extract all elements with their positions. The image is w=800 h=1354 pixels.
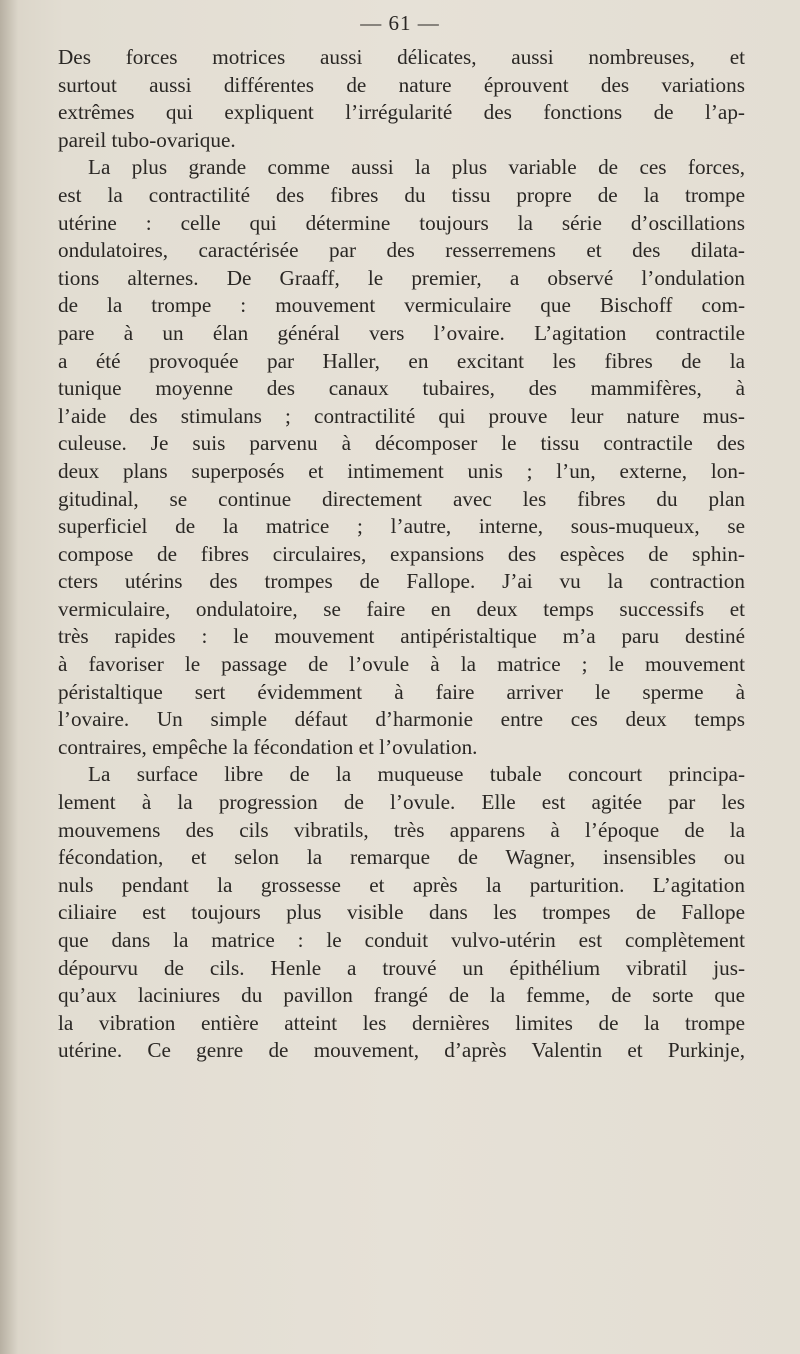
page-edge-shadow <box>0 0 18 1354</box>
text-line: pareil tubo-ovarique. <box>58 127 236 152</box>
text-line: qu’aux laciniures du pavillon frangé de la femme, de sorte que <box>58 983 745 1008</box>
text-line: péristaltique sert évidemment à faire arriver le sperme à <box>58 679 745 704</box>
text-line: pare à un élan général vers l’ovaire. L’agitation contractile <box>58 320 745 345</box>
text-line: compose de fibres circulaires, expansions des espèces de sphin- <box>58 541 745 566</box>
text-line: fécondation, et selon la remarque de Wagner, insensibles ou <box>58 845 745 870</box>
text-line: que dans la matrice : le conduit vulvo-utérin est complètement <box>58 928 745 952</box>
text-line: à favoriser le passage de l’ovule à la matrice ; le mouvement <box>58 652 745 677</box>
text-line: nuls pendant la grossesse et après la parturition. L’agitation <box>58 872 745 897</box>
text-line: cters utérins des trompes de Fallope. J’ai vu la contraction <box>58 569 745 594</box>
text-line: l’aide des stimulans ; contractilité qui prouve leur nature mus- <box>58 403 745 428</box>
text-line: contraires, empêche la fécondation et l’ovulation. <box>58 734 478 759</box>
text-line: de la trompe : mouvement vermiculaire que Bischoff com- <box>58 293 745 318</box>
body-text <box>58 44 745 1065</box>
text-line: lement à la progression de l’ovule. Elle est agitée par les <box>58 790 745 815</box>
text-line: ondulatoires, caractérisée par des resserremens et des dilata- <box>58 238 745 263</box>
text-line: utérine. Ce genre de mouvement, d’après Valentin et Purkinje, <box>58 1038 745 1063</box>
text-line: gitudinal, se continue directement avec les fibres du plan <box>58 486 745 511</box>
text-line: a été provoquée par Haller, en excitant les fibres de la <box>58 348 745 373</box>
text-line: vermiculaire, ondulatoire, se faire en deux temps successifs et <box>58 596 745 621</box>
text-line: La plus grande comme aussi la plus variable de ces forces, <box>88 155 745 180</box>
text-line: mouvemens des cils vibratils, très apparens à l’époque de la <box>58 817 745 842</box>
text-line: La surface libre de la muqueuse tubale concourt principa- <box>88 762 745 787</box>
text-line: tions alternes. De Graaff, le premier, a observé l’ondulation <box>58 265 745 290</box>
text-line: très rapides : le mouvement antipéristaltique m’a paru destiné <box>58 624 745 649</box>
text-line: utérine : celle qui détermine toujours la série d’oscillations <box>58 210 745 235</box>
text-line: extrêmes qui expliquent l’irrégularité des fonctions de l’ap- <box>58 100 745 125</box>
page-number: — 61 — <box>360 11 440 35</box>
text-line: tunique moyenne des canaux tubaires, des mammifères, à <box>58 376 745 401</box>
text-line: Des forces motrices aussi délicates, aussi nombreuses, et <box>58 45 745 69</box>
text-line: surtout aussi différentes de nature éprouvent des variations <box>58 72 745 97</box>
text-line: culeuse. Je suis parvenu à décomposer le tissu contractile des <box>58 431 745 456</box>
text-line: superficiel de la matrice ; l’autre, interne, sous-muqueux, se <box>58 514 745 539</box>
text-line: la vibration entière atteint les dernières limites de la trompe <box>58 1010 745 1035</box>
text-line: ciliaire est toujours plus visible dans les trompes de Fallope <box>58 900 745 925</box>
text-line: l’ovaire. Un simple défaut d’harmonie entre ces deux temps <box>58 707 745 732</box>
text-line: dépourvu de cils. Henle a trouvé un épithélium vibratil jus- <box>58 955 745 980</box>
text-line: est la contractilité des fibres du tissu propre de la trompe <box>58 182 745 207</box>
text-line: deux plans superposés et intimement unis ; l’un, externe, lon- <box>58 458 745 483</box>
